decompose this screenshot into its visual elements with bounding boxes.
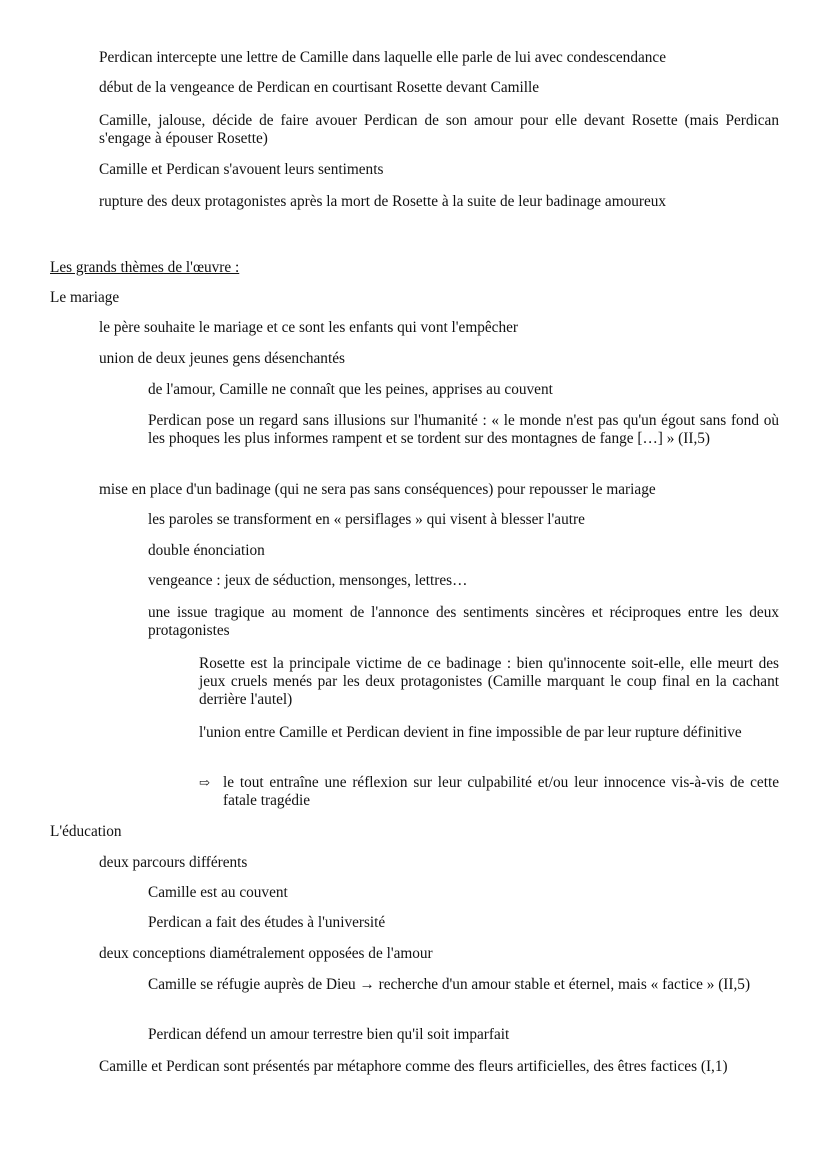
- list-item: double énonciation: [148, 542, 265, 559]
- plot-event: Perdican intercepte une lettre de Camille dans laquelle elle parle de lui avec condescendance: [99, 49, 666, 66]
- list-item: deux conceptions diamétralement opposées de l'amour: [99, 945, 433, 962]
- themes-heading: Les grands thèmes de l'œuvre :: [50, 259, 240, 276]
- list-item: de l'amour, Camille ne connaît que les peines, apprises au couvent: [148, 381, 553, 398]
- list-item: l'union entre Camille et Perdican devient in fine impossible de par leur rupture définitive: [199, 724, 742, 741]
- list-item: une issue tragique au moment de l'annonce des sentiments sincères et réciproques entre les deux protagonistes: [148, 604, 779, 639]
- plot-event: début de la vengeance de Perdican en courtisant Rosette devant Camille: [99, 79, 540, 96]
- list-item: vengeance : jeux de séduction, mensonges, lettres…: [148, 572, 468, 589]
- plot-event: Camille et Perdican s'avouent leurs sentiments: [99, 161, 384, 178]
- list-item: Perdican défend un amour terrestre bien qu'il soit imparfait: [148, 1026, 510, 1043]
- list-item: Camille se réfugie auprès de Dieu → recherche d'un amour stable et éternel, mais « factice » (II,5): [148, 976, 751, 993]
- plot-event: rupture des deux protagonistes après la mort de Rosette à la suite de leur badinage amoureux: [99, 193, 667, 210]
- list-item: Camille et Perdican sont présentés par métaphore comme des fleurs artificielles, des êtres factices (I,1): [99, 1058, 728, 1075]
- list-item: Camille est au couvent: [148, 884, 288, 901]
- list-item: union de deux jeunes gens désenchantés: [99, 350, 345, 367]
- list-item: les paroles se transforment en « persiflages » qui visent à blesser l'autre: [148, 511, 585, 528]
- arrow-bullet-icon: ⇨: [199, 775, 210, 790]
- list-item: Perdican pose un regard sans illusions sur l'humanité : « le monde n'est pas qu'un égout sans fond où les phoques les plus informes rampent et se tordent sur des montagnes de fange […] » (II,5): [148, 412, 779, 447]
- list-item: le père souhaite le mariage et ce sont les enfants qui vont l'empêcher: [99, 319, 519, 336]
- list-item: Perdican a fait des études à l'université: [148, 914, 386, 931]
- list-item: Rosette est la principale victime de ce badinage : bien qu'innocente soit-elle, elle meurt des jeux cruels menés par les deux protagonistes (Camille marquant le coup final en la cachant derrière l'autel): [199, 655, 779, 708]
- list-item: deux parcours différents: [99, 854, 248, 871]
- list-item: le tout entraîne une réflexion sur leur culpabilité et/ou leur innocence vis-à-vis de cette fatale tragédie: [223, 774, 779, 809]
- plot-event: Camille, jalouse, décide de faire avouer Perdican de son amour pour elle devant Rosette (mais Perdican s'engage à épouser Rosette): [99, 112, 779, 147]
- theme-title-mariage: Le mariage: [50, 289, 120, 306]
- theme-title-education: L'éducation: [50, 823, 122, 840]
- list-item: mise en place d'un badinage (qui ne sera pas sans conséquences) pour repousser le mariage: [99, 481, 656, 498]
